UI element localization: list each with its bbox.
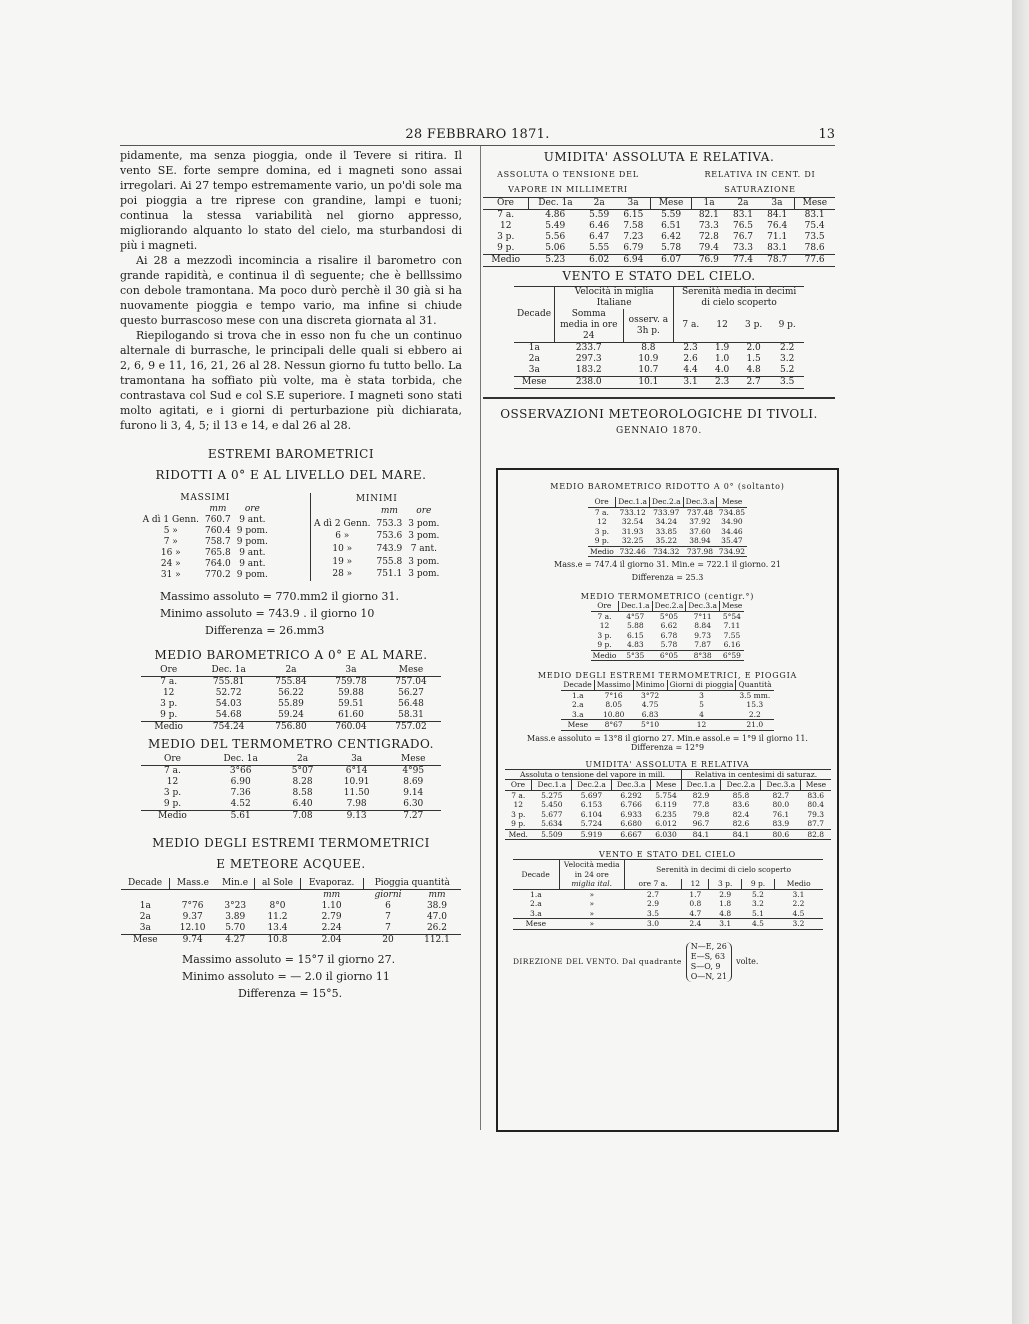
tivoli-umidita-table — [505, 769, 831, 841]
table-header: miglia ital. ore 7 a. 12 3 p. 9 p. Medio — [513, 879, 823, 889]
table-row: 10 » 743.9 7 ant. — [332, 544, 437, 555]
table-row: 12 6.90 8.28 10.91 8.69 — [166, 777, 424, 787]
table-row: 2a 9.37 3.89 11.2 2.79 7 47.0 — [139, 912, 447, 922]
table-row: 12 52.72 56.22 59.88 56.27 — [162, 688, 424, 698]
table-title: MEDIO TERMOMETRICO (centigr.°) — [580, 592, 755, 601]
table-row: 24 » 764.0 9 ant. — [160, 559, 266, 569]
subtitle: RELATIVA IN CENT. DI SATURAZIONE — [704, 170, 816, 194]
table-row: 12 5.49 6.46 7.58 6.51 73.3 76.5 76.4 75.4 — [499, 221, 825, 231]
unit: ore — [244, 504, 260, 514]
unit: mm — [209, 504, 227, 514]
table-row: Mese » 3.0 2.4 3.1 4.5 3.2 — [513, 919, 823, 930]
table-row: 6 » 753.6 3 pom. — [335, 531, 440, 542]
table-title: MEDIO BAROMETRICO RIDOTTO A 0° (soltanto) — [550, 482, 785, 491]
table-row: 9 p. 32.25 35.22 38.94 35.47 — [594, 536, 743, 545]
quadrante: S—O, 9 — [690, 961, 721, 971]
table-row: 3a 12.10 5.70 13.4 2.24 7 26.2 — [139, 923, 447, 933]
umidita-subtitles — [483, 167, 835, 197]
table-row: 12 5.450 6.153 6.766 6.119 77.8 83.6 80.0 80.4 — [513, 800, 825, 809]
table-row: 9 p. 5.06 5.55 6.79 5.78 79.4 73.3 83.1 78.6 — [497, 243, 825, 253]
unit: ore — [416, 506, 432, 517]
quadrante: O—N, 21 — [690, 971, 728, 981]
summary-line: Minimo assoluto = 743.9 . il giorno 10 — [160, 607, 375, 620]
page-edge — [1012, 0, 1029, 1324]
tivoli-vento-table — [513, 859, 823, 930]
massimi-table — [140, 493, 271, 581]
direzione-vento — [513, 942, 832, 982]
table-row: 31 » 770.2 9 pom. — [160, 570, 268, 580]
summary-line: Differenza = 26.mm3 — [205, 624, 325, 637]
table-header: Ore Dec.1.a Dec.2.a Dec.3.a Mese — [588, 497, 747, 507]
section-title: MEDIO DEGLI ESTREMI TERMOMETRICI — [152, 836, 430, 850]
minimi-label: MINIMI — [355, 493, 398, 504]
table-row: 7 a. 5.275 5.697 6.292 5.754 82.9 85.8 82.7 83.6 — [511, 790, 825, 800]
table-header: Decade Mass.e Min.e al Sole Evaporaz. Pioggia quantità — [121, 878, 461, 890]
umidita-table — [483, 197, 835, 267]
table-row: 12 5.88 6.62 8.84 7.11 — [599, 621, 741, 630]
massimi-label: MASSIMI — [180, 493, 231, 503]
table-row: 19 » 755.8 3 pom. — [332, 556, 440, 567]
table-row: 7 a. 733.12 733.97 737.48 734.85 — [594, 507, 746, 517]
table-row: 12 32.54 34.24 37.92 34.90 — [597, 517, 743, 526]
table-row: 2.a 8.05 4.75 5 15.3 — [571, 700, 764, 709]
table-row: 2a 297.3 10.9 2.6 1.0 1.5 3.2 — [528, 354, 795, 364]
minimi-table — [310, 493, 442, 581]
table-row: Mese 238.0 10.1 3.1 2.3 2.7 3.5 — [514, 377, 804, 389]
section-title: VENTO E STATO DEL CIELO. — [562, 269, 756, 283]
table-title: VENTO E STATO DEL CIELO — [598, 850, 737, 859]
table-units: mm giorni mm — [323, 890, 446, 900]
paragraph: Riepilogando si trova che in esso non fu che un continuo alternale di burrasche, le principali delle quali si ebbero ai 2, 6, 9 e 11, 16, 21, 26 al 28. Nessun giorno fu tutto bello. La tramontana ha soffiato più volte, ma è stata torbida, che contrastava col Sud e col S.E superiore. I magneti sono stati molto agitati, e i giorni di perturbazione più dichiarata, furono li 3, 4, 5; il 13 e 14, e dal 26 al 28. — [120, 329, 462, 432]
table-row: Medio 754.24 756.80 760.04 757.02 — [141, 722, 441, 734]
table-row: 1a 7°76 3°23 8°0 1.10 6 38.9 — [139, 901, 447, 911]
table-header: Decade Velocità in miglia Italiane Serenità media in decimi di cielo scoperto — [514, 287, 804, 310]
table-header: Ore Dec. 1a 2a 3a Mese — [141, 754, 441, 766]
page-number: 13 — [818, 127, 835, 142]
table-row: 7 a. 755.81 755.84 759.78 757.04 — [160, 677, 427, 687]
volte-label: volte. — [736, 957, 759, 966]
quadrante: E—S, 63 — [690, 951, 726, 961]
section-title: UMIDITA' ASSOLUTA E RELATIVA. — [543, 150, 775, 164]
table-row: 3a 183.2 10.7 4.4 4.0 4.8 5.2 — [528, 365, 795, 375]
table-header: Assoluta o tensione del vapore in mill. Relativa in centesimi di saturaz. — [505, 769, 831, 780]
table-header: Decade Velocità media in 24 ore Serenità in decimi di cielo scoperto — [513, 860, 823, 880]
table-header: Somma media in ore 24 osserv. a 3h p. 7 a. 12 3 p. 9 p. — [514, 309, 804, 343]
right-column — [483, 148, 835, 439]
summary-line: Differenza = 12°9 — [630, 742, 705, 752]
table-row: A dì 1 Genn. 760.7 9 ant. — [142, 515, 266, 525]
table-row: 3 p. 31.93 33.85 37.60 34.46 — [594, 526, 743, 536]
unit: mm — [380, 506, 398, 517]
table-row: 9 p. 5.634 5.724 6.680 6.012 96.7 82.6 83.9 87.7 — [511, 819, 825, 828]
table-row: 9 p. 4.52 6.40 7.98 6.30 — [163, 799, 424, 809]
tivoli-estremi-table — [561, 680, 773, 731]
section-subtitle: GENNAIO 1870. — [616, 426, 702, 436]
section-title: E METEORE ACQUEE. — [216, 857, 366, 871]
section-title: RIDOTTI A 0° E AL LIVELLO DEL MARE. — [155, 468, 427, 482]
medio-barometrico-table — [141, 665, 441, 733]
table-header: Ore Dec. 1a 2a 3a Mese 1a 2a 3a Mese — [483, 198, 835, 210]
summary-line: Massimo assoluto = 15°7 il giorno 27. — [182, 953, 396, 966]
table-row: Medio 5°35 6°05 8°38 6°59 — [591, 650, 745, 661]
table-row: 9 p. 54.68 59.24 61.60 58.31 — [160, 710, 424, 720]
section-title: MEDIO BAROMETRICO A 0° E AL MARE. — [154, 648, 428, 662]
table-row: 1a 233.7 8.8 2.3 1.9 2.0 2.2 — [528, 343, 795, 353]
table-row: Mese 8°67 5°10 12 21.0 — [561, 720, 773, 731]
table-header: Decade Massimo Minimo Giorni di pioggia Quantità — [563, 680, 772, 689]
table-row: 3 p. 5.56 6.47 7.23 6.42 72.8 76.7 71.1 73.5 — [497, 232, 825, 242]
table-row: 1.a » 2.7 1.7 2.9 5.2 3.1 — [530, 889, 805, 899]
column-divider — [480, 146, 481, 1130]
table-row: 3 p. 7.36 8.58 11.50 9.14 — [163, 788, 424, 798]
table-row: Med. 5.509 5.919 6.667 6.030 84.1 84.1 80.6 82.8 — [505, 829, 831, 840]
estremi-tables — [120, 493, 462, 581]
paragraph: Ai 28 a mezzodì incomincia a risalire il barometro con grande rapidità, e continua il dì seguente; che è belllssimo con debole tramontana. Ma poco durò perchè il 30 già si ha nuovamente pioggia e tempo vario, ma infine si chiude questo burrascoso mese con una discreta giornata al 31. — [120, 254, 462, 327]
subtitle: ASSOLUTA O TENSIONE DEL VAPORE IN MILLIMETRI — [497, 170, 639, 194]
table-row: 28 » 751.1 3 pom. — [332, 569, 440, 580]
table-row: 9 p. 4.83 5.78 7.87 6.16 — [597, 640, 741, 649]
summary-line: Mass.e = 747.4 il giorno 31. Min.e = 722.1 il giorno. 21 — [554, 560, 781, 569]
table-header: Ore Dec. 1a 2a 3a Mese — [141, 665, 441, 677]
summary-line: Differenza = 25.3 — [631, 573, 704, 582]
quadranti-list — [686, 942, 732, 982]
left-column — [120, 148, 462, 1003]
header-rule — [120, 145, 835, 146]
summary-line: Minimo assoluto = — 2.0 il giorno 11 — [182, 970, 390, 983]
table-row: 7 » 758.7 9 pom. — [163, 537, 268, 547]
table-row: A dì 2 Genn. 753.3 3 pom. — [314, 518, 440, 529]
estremi-termometrici-table — [121, 878, 461, 946]
table-row: 1.a 7°16 3°72 3 3.5 mm. — [571, 690, 771, 700]
tivoli-termo-table — [591, 601, 745, 661]
section-title: OSSERVAZIONI METEOROLOGICHE DI TIVOLI. — [500, 407, 818, 421]
table-row: Medio 5.61 7.08 9.13 7.27 — [141, 811, 441, 823]
table-row: 7 a. 4°57 5°05 7°11 5°54 — [597, 611, 741, 621]
page-header — [120, 127, 835, 143]
table-title: MEDIO DEGLI ESTREMI TERMOMETRICI, E PIOGGIA — [537, 671, 798, 680]
vento-table — [514, 286, 804, 389]
tivoli-baro-table — [588, 497, 747, 557]
table-row: Medio 5.23 6.02 6.94 6.07 76.9 77.4 78.7 77.6 — [483, 255, 835, 267]
direzione-label: DIREZIONE DEL VENTO. Dal quadrante — [513, 957, 682, 966]
summary-line: Massimo assoluto = 770.mm2 il giorno 31. — [160, 590, 400, 603]
issue-date: 28 FEBBRARO 1871. — [405, 127, 550, 142]
tivoli-box — [496, 468, 839, 1132]
table-row: 3 p. 54.03 55.89 59.51 56.48 — [160, 699, 424, 709]
section-title: ESTREMI BAROMETRICI — [207, 447, 375, 461]
table-row: 7 a. 3°66 5°07 6°14 4°95 — [164, 766, 425, 776]
table-row: 3.a » 3.5 4.7 4.8 5.1 4.5 — [530, 908, 805, 918]
summary-line: Differenza = 15°5. — [238, 987, 343, 1000]
table-row: Medio 732.46 734.32 737.98 734.92 — [589, 546, 746, 556]
table-row: 7 a. 4.86 5.59 6.15 5.59 82.1 83.1 84.1 83.1 — [497, 210, 825, 220]
table-header: Ore Dec.1.a Dec.2.a Dec.3.a Mese — [591, 601, 745, 611]
table-row: Mese 9.74 4.27 10.8 2.04 20 112.1 — [121, 935, 461, 947]
table-header: Ore Dec.1.a Dec.2.a Dec.3.a Mese Dec.1.a Dec.2.a Dec.3.a Mese — [505, 780, 831, 791]
quadrante: N—E, 26 — [690, 941, 727, 951]
table-row: 3.a 10.80 6.83 4 2.2 — [571, 709, 761, 719]
section-title: MEDIO DEL TERMOMETRO CENTIGRADO. — [148, 737, 434, 751]
table-title: UMIDITA' ASSOLUTA E RELATIVA — [585, 759, 750, 769]
table-row: 2.a » 2.9 0.8 1.8 3.2 2.2 — [530, 899, 805, 908]
table-row: 5 » 760.4 9 pom. — [163, 526, 268, 536]
summary-line: Mass.e assoluto = 13°8 il giorno 27. Min.e assol.e = 1°9 il giorno 11. — [527, 733, 808, 743]
table-row: 16 » 765.8 9 ant. — [160, 548, 266, 558]
medio-termometro-table — [141, 754, 441, 822]
table-row: 3 p. 6.15 6.78 9.73 7.55 — [597, 630, 741, 640]
table-row: 3 p. 5.677 6.104 6.933 6.235 79.8 82.4 76.1 79.3 — [511, 809, 825, 819]
paragraph: pidamente, ma senza pioggia, onde il Tevere si ritira. Il vento SE. forte sempre domina, ed i magneti sono assai irregolari. Ai 27 tempo estremamente vario, un po'di sole ma poi pioggia a tre riprese con grandine, lampi e tuoni; continua la stessa variabilità nel giorno appresso, migliorando alquanto lo stato del cielo, ma sturbandosi di più i magneti. — [120, 149, 462, 252]
